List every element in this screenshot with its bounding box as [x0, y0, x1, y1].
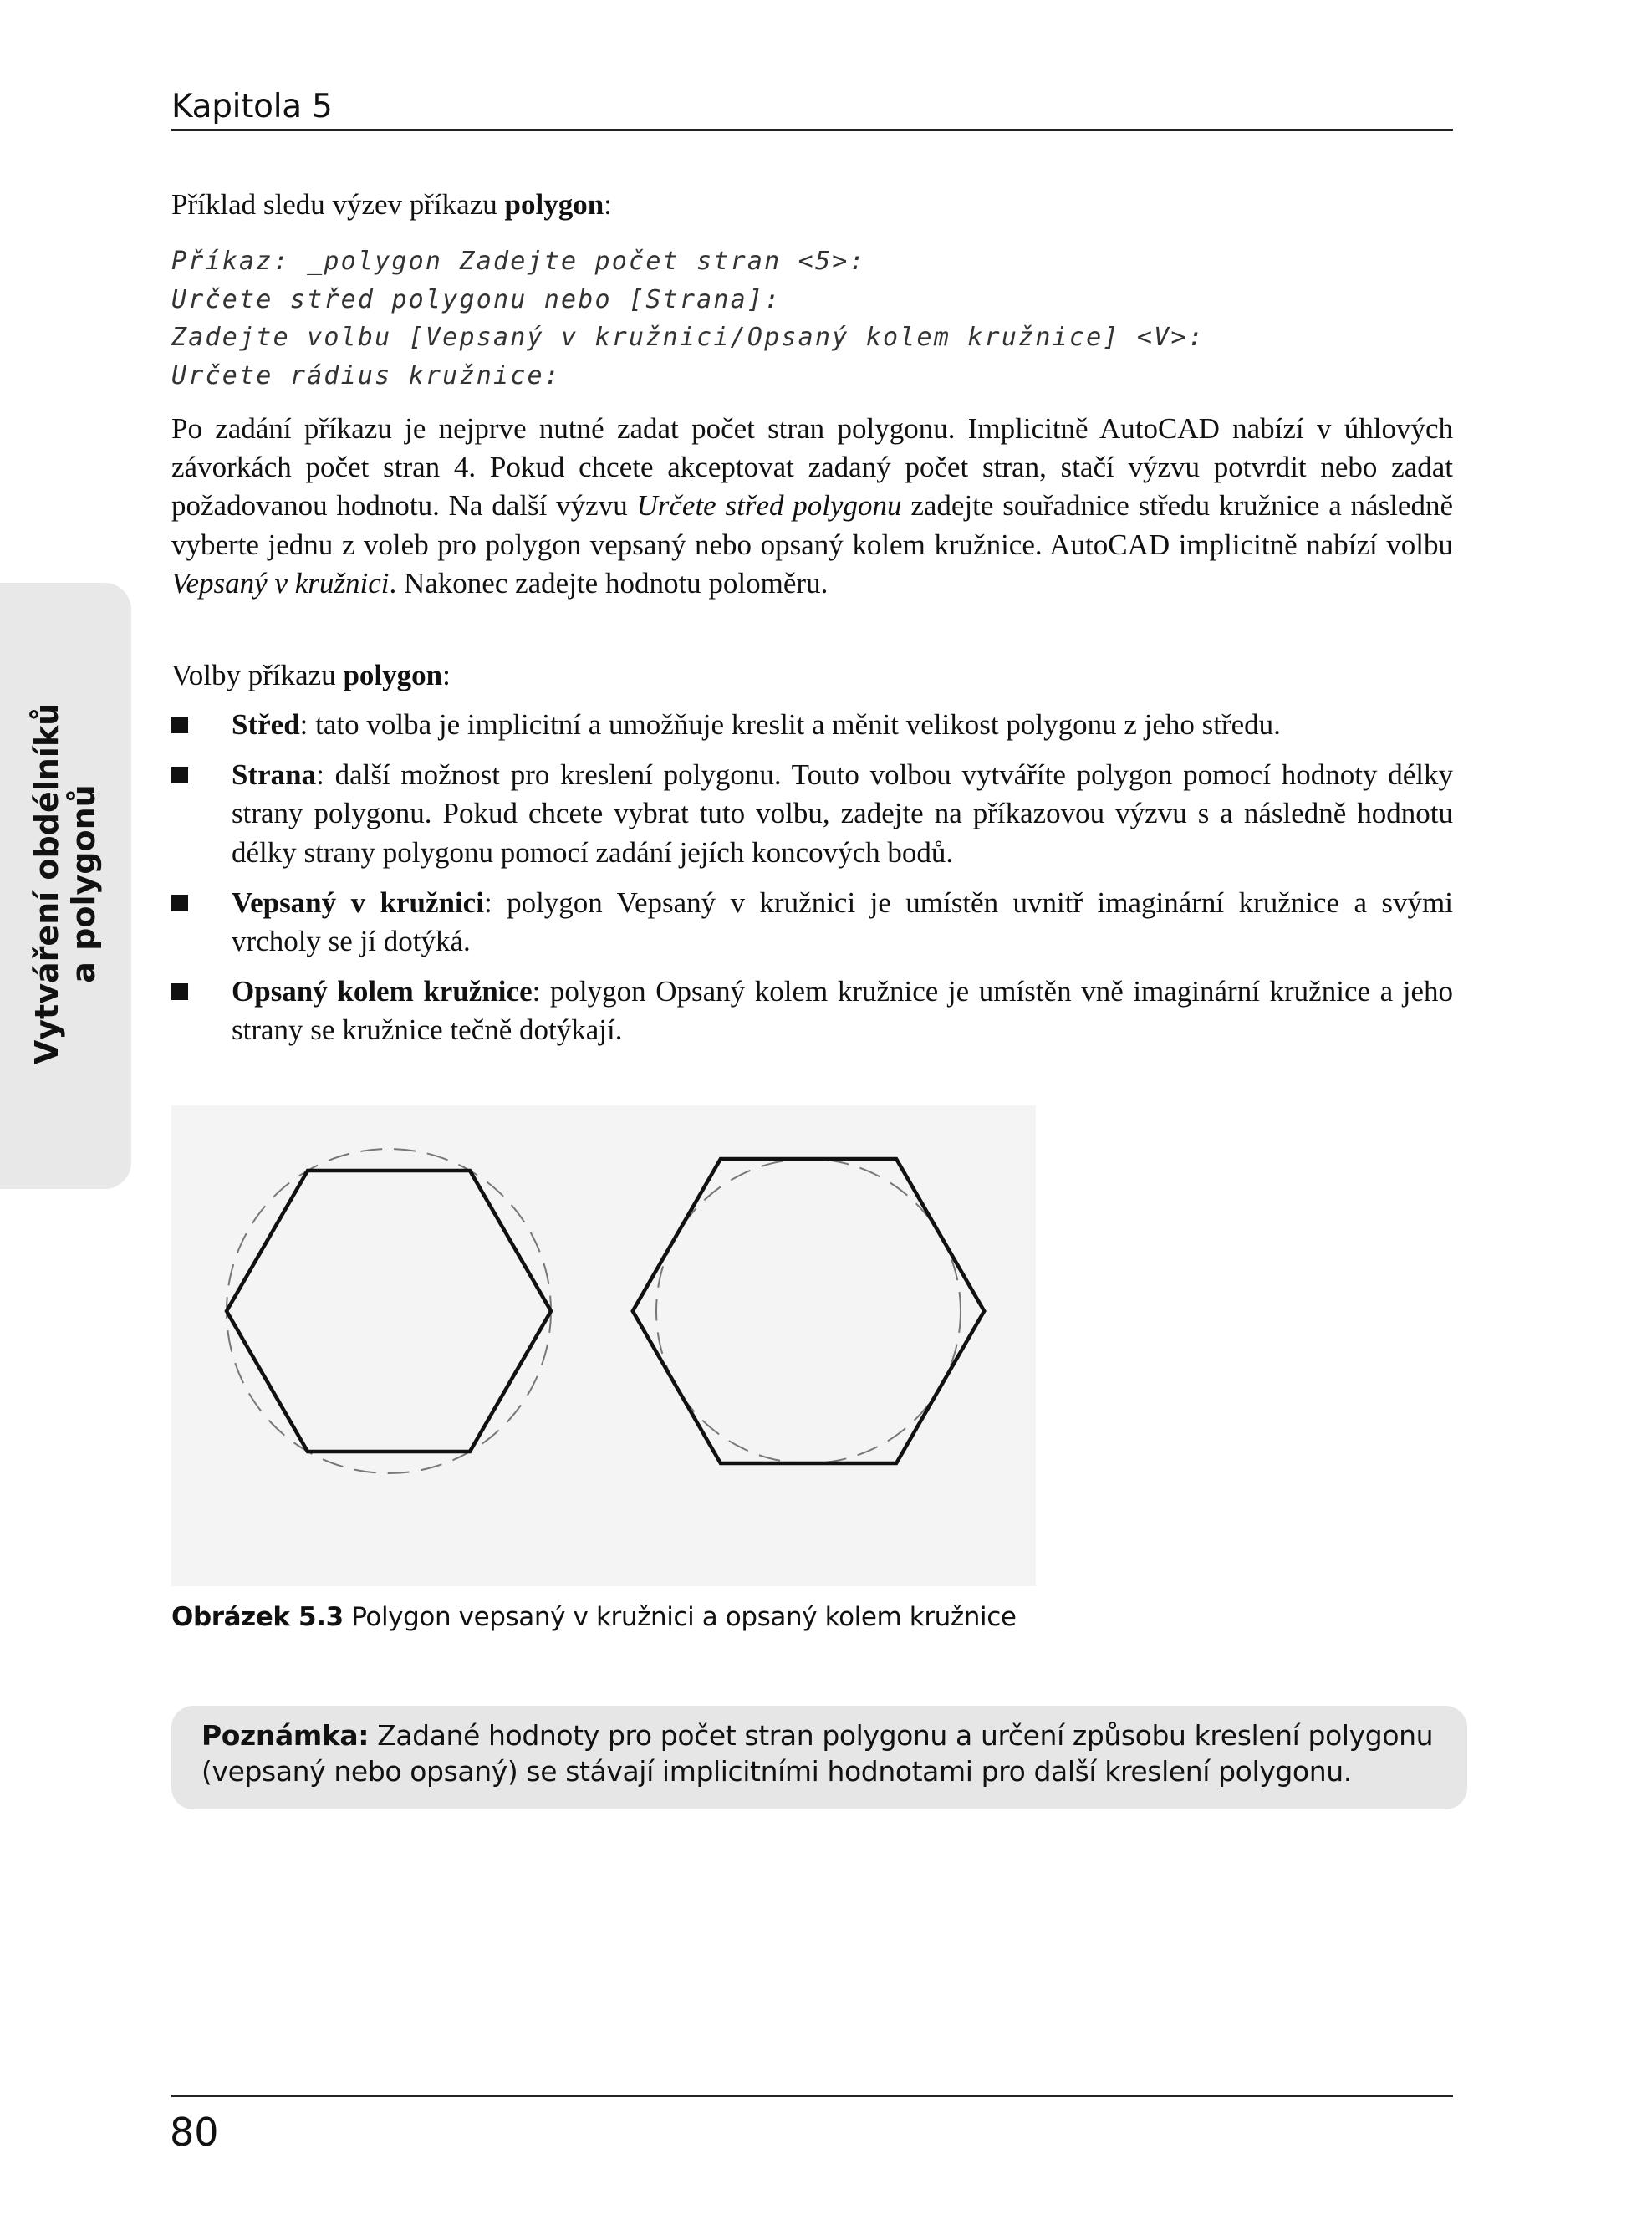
- side-tab-line-2: a polygonů: [65, 784, 102, 983]
- figure-number: Obrázek 5.3: [171, 1602, 344, 1632]
- inscribed-hexagon-group: [227, 1149, 551, 1473]
- bullet-square-icon: [171, 717, 188, 733]
- figure-caption-text: Polygon vepsaný v kružnici a opsaný kolem kružnice: [343, 1602, 1017, 1632]
- header-rule: [171, 129, 1453, 131]
- option-term: Opsaný kolem kružnice: [232, 975, 533, 1008]
- paragraph-emphasis: Vepsaný v kružnici: [171, 566, 390, 600]
- option-term: Strana: [232, 758, 317, 792]
- option-description: : polygon Vepsaný v kružnici je umístěn uvnitř imaginární kružnice a svými vrcholy se jí dotýká.: [232, 885, 1453, 958]
- bullet-square-icon: [171, 895, 188, 911]
- option-term: Vepsaný v kružnici: [232, 885, 484, 919]
- side-tab-line-1: Vytváření obdélníků: [28, 702, 65, 1065]
- options-list: [171, 706, 1453, 1062]
- option-item: [171, 756, 1453, 872]
- figure-polygons: [171, 1105, 1036, 1586]
- intro-command: polygon: [504, 188, 604, 221]
- option-item: [171, 706, 1453, 744]
- options-label: Volby příkazu: [171, 659, 344, 691]
- option-item: [171, 884, 1453, 961]
- inscribed-reference-circle: [227, 1149, 551, 1473]
- paragraph-text: zadejte souřadnice středu kružnice a následně vyberte jednu z voleb pro polygon vepsaný nebo opsaný kolem kružnice. AutoCAD implicitně nabízí volbu: [171, 489, 1454, 561]
- inscribed-hexagon: [227, 1171, 551, 1452]
- options-command: polygon: [343, 659, 443, 691]
- paragraph-text: Po zadání příkazu je nejprve nutné zadat počet stran polygonu. Implicitně AutoCAD nabízí v úhlových závorkách počet stran 4. Pokud chcete akceptovat zadaný počet stran, stačí výzvu potvrdit nebo zadat požadovanou hodnotu. Na další výzvu: [171, 412, 1453, 523]
- intro-suffix: :: [604, 188, 612, 221]
- note-text: Zadané hodnoty pro počet stran polygonu a určení způsobu kreslení polygonu (vepsaný nebo opsaný) se stávají implicitními hodnotami pro další kreslení polygonu.: [201, 1719, 1434, 1788]
- chapter-side-tab: [0, 583, 131, 1189]
- page-number: 80: [170, 2110, 219, 2155]
- note-box: [171, 1706, 1467, 1809]
- note-label: Poznámka:: [201, 1719, 370, 1752]
- options-heading: [171, 656, 1453, 695]
- prompt-line: Zadejte volbu [Vepsaný v kružnici/Opsaný kolem kružnice] <V>:: [171, 323, 1205, 352]
- option-description: : polygon Opsaný kolem kružnice je umístěn vně imaginární kružnice a jeho strany se kružnice tečně dotýkají.: [232, 975, 1453, 1047]
- running-head: Kapitola 5: [171, 88, 333, 125]
- prompt-line: Určete rádius kružnice:: [171, 360, 562, 390]
- circumscribed-hexagon: [633, 1159, 984, 1463]
- figure-caption: [171, 1600, 1017, 1634]
- intro-sentence: [171, 186, 1453, 224]
- bullet-square-icon: [171, 983, 188, 1000]
- prompt-line: Příkaz: _polygon Zadejte počet stran <5>:: [171, 247, 866, 276]
- circumscribed-hexagon-group: [633, 1159, 984, 1463]
- prompt-line: Určete střed polygonu nebo [Strana]:: [171, 284, 782, 314]
- intro-text: Příklad sledu výzev příkazu: [171, 188, 505, 221]
- option-item: [171, 972, 1453, 1049]
- chapter-side-tab-title: [28, 703, 102, 1064]
- options-suffix: :: [442, 659, 451, 691]
- option-description: : další možnost pro kreslení polygonu. Touto volbou vytváříte polygon pomocí hodnoty délky strany polygonu. Pokud chcete vybrat tuto volbu, zadejte na příkazovou výzvu s a následně hodnotu délky strany polygonu pomocí zadání jejích koncových bodů.: [232, 758, 1453, 869]
- circumscribed-reference-circle: [656, 1159, 961, 1463]
- body-paragraph: [171, 410, 1453, 603]
- bullet-square-icon: [171, 767, 188, 783]
- figure-drawing: [171, 1105, 1036, 1586]
- paragraph-text: . Nakonec zadejte hodnotu poloměru.: [389, 566, 829, 600]
- footer-rule: [171, 2095, 1453, 2097]
- option-description: : tato volba je implicitní a umožňuje kreslit a měnit velikost polygonu z jeho středu.: [299, 708, 1281, 741]
- option-term: Střed: [232, 708, 300, 741]
- command-prompt-listing: [171, 242, 1453, 395]
- paragraph-emphasis: Určete střed polygonu: [636, 489, 902, 523]
